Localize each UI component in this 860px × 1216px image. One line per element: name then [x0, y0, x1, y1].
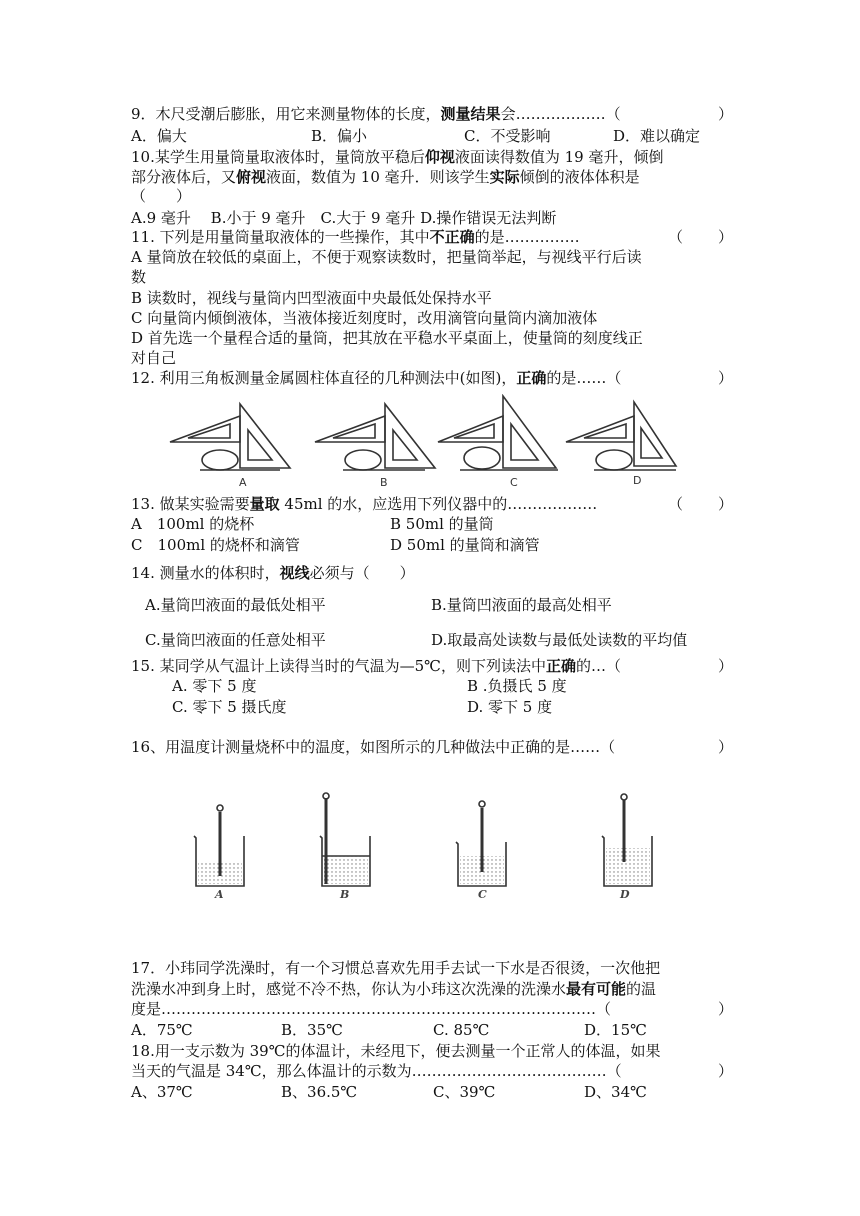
q17-line2: 洗澡水冲到身上时，感觉不冷不热，你认为小玮这次洗澡的洗澡水最有可能的温 [131, 980, 657, 998]
q13-option-b: B 50ml 的量筒 [390, 515, 494, 533]
q17-option-a: A．75℃ [131, 1021, 193, 1039]
q15-option-d: D. 零下 5 度 [467, 698, 553, 716]
q18-option-d: D、34℃ [584, 1083, 647, 1101]
q17-line3: 度是……………………………………………………………………………（ [131, 1000, 612, 1018]
beaker-d-diagram [602, 794, 652, 886]
q11-option-d-line1: D 首先选一个量程合适的量筒，把其放在平稳水平桌面上，使量筒的刻度线正 [131, 329, 643, 347]
figure-c-label: C [510, 476, 518, 489]
beaker-b-diagram [320, 793, 370, 886]
triangle-ruler-figure [160, 394, 680, 490]
q12-stem: 12. 利用三角板测量金属圆柱体直径的几种测法中(如图)，正确的是……（ [131, 369, 622, 387]
beaker-c-label: C [478, 888, 487, 900]
thermometer-beaker-figure [180, 790, 660, 900]
beaker-d-label: D [620, 888, 630, 900]
beaker-a-label: A [215, 888, 224, 900]
q14-option-c: C.量筒凹液面的任意处相平 [145, 631, 326, 649]
q14-option-b: B.量筒凹液面的最高处相平 [431, 596, 612, 614]
beaker-c-diagram [456, 801, 506, 886]
q16-stem: 16、用温度计测量烧杯中的温度，如图所示的几种做法中正确的是……（ [131, 738, 616, 756]
q12-paren-close: ） [717, 369, 733, 387]
q13-paren-close: ） [717, 495, 733, 513]
q17-option-c: C. 85℃ [433, 1021, 490, 1039]
figure-a-label: A [239, 476, 247, 489]
figure-d-diagram [566, 402, 676, 470]
beaker-a-diagram [194, 805, 244, 886]
q9-option-c: C．不受影响 [464, 127, 551, 145]
q15-option-b: B .负摄氏 5 度 [467, 677, 567, 695]
q11-option-a-line2: 数 [131, 268, 147, 286]
q9-paren-close: ） [717, 105, 733, 123]
q11-stem: 11. 下列是用量筒量取液体的一些操作，其中不正确的是…………… [131, 228, 580, 246]
q11-option-b: B 读数时，视线与量筒内凹型液面中央最低处保持水平 [131, 289, 492, 307]
q13-option-c: C 100ml 的烧杯和滴管 [131, 536, 300, 554]
q13-stem: 13. 做某实验需要量取 45ml 的水，应选用下列仪器中的……………… [131, 495, 598, 513]
q15-option-c: C. 零下 5 摄氏度 [172, 698, 287, 716]
beaker-b-label: B [340, 888, 350, 900]
q10-blank: （ ） [131, 187, 192, 205]
figure-b-diagram [315, 404, 435, 470]
q14-option-a: A.量筒凹液面的最低处相平 [145, 596, 326, 614]
q10-options: A.9 毫升 B.小于 9 毫升 C.大于 9 毫升 D.操作错误无法判断 [131, 209, 557, 227]
figure-d-label: D [633, 474, 642, 487]
q9-option-d: D．难以确定 [613, 127, 701, 145]
q18-line2: 当天的气温是 34℃，那么体温计的示数为…………………………………（ [131, 1062, 622, 1080]
q16-paren-close: ） [717, 738, 733, 756]
q9-stem: 9．木尺受潮后膨胀，用它来测量物体的长度，测量结果会………………（ [131, 105, 621, 123]
q9-option-a: A．偏大 [131, 127, 187, 145]
q11-option-d-line2: 对自己 [131, 349, 177, 367]
q18-option-a: A、37℃ [131, 1083, 193, 1101]
q11-option-a-line1: A 量筒放在较低的桌面上，不便于观察读数时，把量筒举起，与视线平行后读 [131, 248, 642, 266]
q14-stem: 14. 测量水的体积时，视线必须与（ ） [131, 564, 415, 582]
q17-option-d: D．15℃ [584, 1021, 647, 1039]
q15-option-a: A. 零下 5 度 [172, 677, 257, 695]
q18-option-b: B、36.5℃ [281, 1083, 358, 1101]
q15-paren-close: ） [717, 657, 733, 675]
q13-option-d: D 50ml 的量筒和滴管 [390, 536, 540, 554]
q11-paren-close: ） [717, 228, 733, 246]
q18-option-c: C、39℃ [433, 1083, 496, 1101]
q13-option-a: A 100ml 的烧杯 [131, 515, 255, 533]
figure-a-diagram [170, 404, 290, 470]
q15-stem: 15. 某同学从气温计上读得当时的气温为—5℃，则下列读法中正确的…（ [131, 657, 621, 675]
q18-paren-close: ） [717, 1062, 733, 1080]
figure-c-diagram [438, 396, 558, 470]
q14-option-d: D.取最高处读数与最低处读数的平均值 [431, 631, 688, 649]
q17-option-b: B．35℃ [281, 1021, 343, 1039]
q17-paren-close: ） [717, 1000, 733, 1018]
q18-line1: 18.用一支示数为 39℃的体温计，未经甩下，便去测量一个正常人的体温，如果 [131, 1042, 661, 1060]
figure-b-label: B [380, 476, 388, 489]
q10-line1: 10.某学生用量筒量取液体时，量筒放平稳后仰视液面读得数值为 19 毫升，倾倒 [131, 148, 664, 166]
q17-line1: 17．小玮同学洗澡时，有一个习惯总喜欢先用手去试一下水是否很烫，一次他把 [131, 959, 661, 977]
q11-paren-open: （ [668, 228, 684, 246]
q11-option-c: C 向量筒内倾倒液体，当液体接近刻度时，改用滴管向量筒内滴加液体 [131, 309, 598, 327]
q9-option-b: B．偏小 [311, 127, 368, 145]
q10-line2: 部分液体后，又俯视液面，数值为 10 毫升．则该学生实际倾倒的液体体积是 [131, 168, 640, 186]
q13-paren-open: （ [668, 495, 684, 513]
